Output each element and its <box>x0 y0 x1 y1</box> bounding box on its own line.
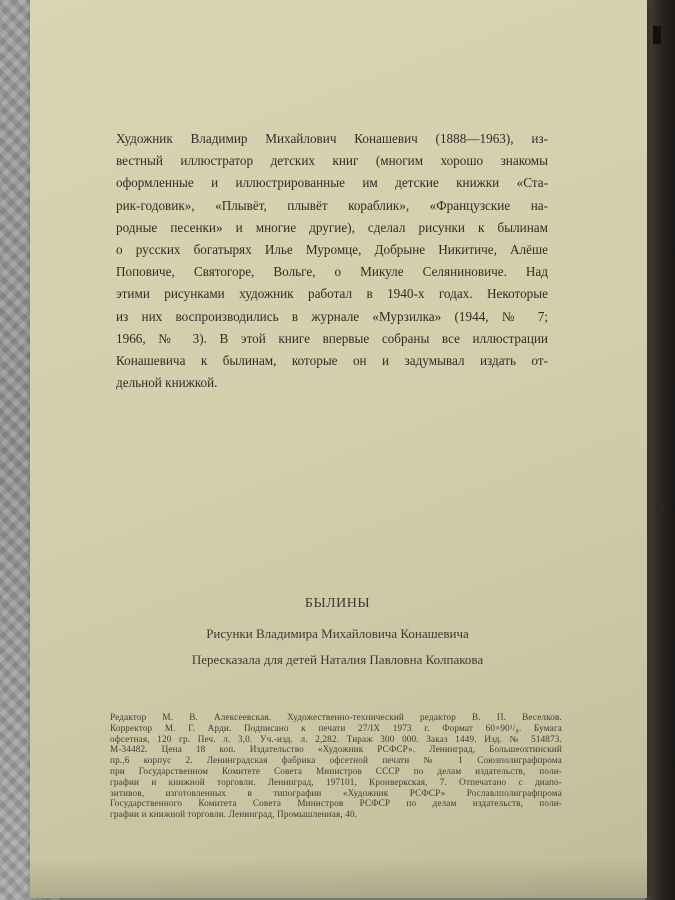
imprint-line: офсетная, 120 гр. Печ. л. 3,0. Уч.-изд. л. 2,282. Тираж 300 000. Заказ 1449. Изд. № 514873. <box>110 733 562 744</box>
intro-line: о русских богатырях Илье Муромце, Добрыне Никитиче, Алёше <box>116 242 548 258</box>
intro-line: оформленные и иллюстрированные им детские книжки «Ста- <box>116 175 548 191</box>
imprint-line: пр.,6 корпус 2. Ленинградская фабрика офсетной печати № 1 Союзполиграфпрома <box>110 755 562 766</box>
intro-line: дельной книжкой. <box>116 375 218 391</box>
intro-line: Конашевича к былинам, которые он и задумывал издать от- <box>116 353 548 369</box>
intro-line: Художник Владимир Михайлович Конашевич (1888—1963), из- <box>116 131 548 146</box>
reteller-credit: Пересказала для детей Наталия Павловна Колпакова <box>191 652 484 667</box>
intro-line: этими рисунками художник работал в 1940-х годах. Некоторые <box>116 286 548 302</box>
illustrator-credit: Рисунки Владимира Михайловича Конашевича <box>206 626 469 641</box>
intro-line: 1966, № 3). В этой книге впервые собраны все иллюстрации <box>116 330 548 346</box>
imprint-line: Редактор М. В. Алексеевская. Художественно-технический редактор В. П. Веселков. <box>110 712 562 722</box>
imprint-line: графии и книжной торговли. Ленинград, Промышленная, 40. <box>110 809 358 820</box>
book-title: БЫЛИНЫ <box>304 596 371 611</box>
intro-line: Поповиче, Святогоре, Вольге, о Микуле Селяниновиче. Над <box>116 264 548 280</box>
intro-paragraph <box>116 128 548 394</box>
imprint-line: Корректор М. Г. Арди. Подписано к печати 27/IX 1973 г. Формат 60×90¹/₈. Бумага <box>110 722 562 733</box>
imprint-line: при Государственном Комитете Совета Министров СССР по делам издательств, поли- <box>110 765 562 776</box>
imprint-line: графии и книжной торговли. Ленинград, 197101, Кронверкская, 7. Отпечатано с диапо- <box>110 776 562 787</box>
imprint-line: зитивов, изготовленных в типографии «Художник РСФСР» Рославлполиграфпрома <box>110 787 562 798</box>
intro-line: рик-годовик», «Плывёт, плывёт кораблик», «Французские на- <box>116 197 548 213</box>
intro-line: из них воспроизводились в журнале «Мурзилка» (1944, № 7; <box>116 308 548 324</box>
imprint-line: Государственного Комитета Совета Министров РСФСР по делам издательств, поли- <box>110 798 562 809</box>
spine-mark <box>653 26 661 44</box>
imprint-line: М-34482. Цена 18 коп. Издательство «Художник РСФСР». Ленинград, Большеохтинский <box>110 744 562 755</box>
intro-line: вестный иллюстратор детских книг (многим хорошо знакомы <box>116 153 548 169</box>
book-spine-shadow <box>645 0 675 900</box>
publication-imprint <box>110 712 562 820</box>
intro-line: родные песенки» и многие другие), сделал рисунки к былинам <box>116 219 548 235</box>
